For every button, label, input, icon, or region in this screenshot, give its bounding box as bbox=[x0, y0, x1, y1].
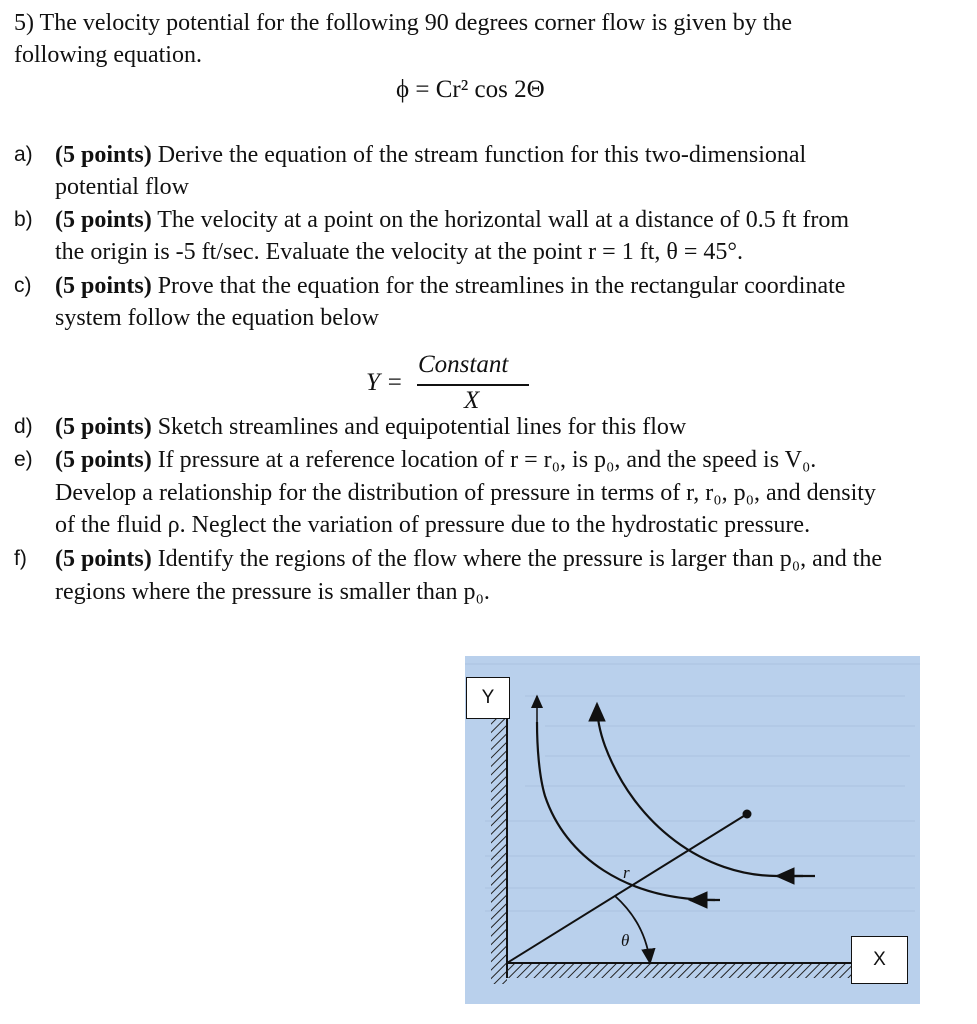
part-a-line-2: potential flow bbox=[55, 174, 189, 200]
part-e-label: e) bbox=[14, 448, 33, 471]
part-b-points: (5 points) bbox=[55, 207, 152, 233]
horizontal-wall bbox=[507, 963, 859, 978]
part-b-line-1 bbox=[55, 205, 849, 235]
part-f-line-2: regions where the pressure is smaller than p₀. bbox=[55, 579, 490, 605]
part-e-line-1 bbox=[55, 445, 816, 475]
fraction-bar bbox=[417, 384, 529, 386]
part-f-line-1 bbox=[55, 544, 882, 574]
streamline-equation-denominator: X bbox=[464, 387, 480, 414]
part-a-points: (5 points) bbox=[55, 142, 152, 168]
vertical-wall bbox=[491, 696, 507, 984]
part-d-text-1: Sketch streamlines and equipotential lines for this flow bbox=[157, 414, 687, 440]
radius-label: r bbox=[623, 863, 630, 882]
corner-flow-figure bbox=[465, 656, 920, 1004]
part-b-text-1: The velocity at a point on the horizontal wall at a distance of 0.5 ft from bbox=[157, 207, 850, 233]
question-intro-line-2: following equation. bbox=[14, 42, 202, 68]
part-f-label: f) bbox=[14, 547, 27, 570]
part-b-label: b) bbox=[14, 208, 33, 231]
velocity-potential-equation: ϕ = Cr² cos 2Θ bbox=[396, 76, 545, 103]
angle-label: θ bbox=[621, 931, 630, 950]
streamline-equation-numerator: Constant bbox=[418, 351, 509, 378]
part-a-line-1 bbox=[55, 140, 806, 170]
part-e-text-1: If pressure at a reference location of r = r₀, is p₀, and the speed is V₀. bbox=[157, 447, 817, 473]
part-a-text-1: Derive the equation of the stream function for this two-dimensional bbox=[157, 142, 807, 168]
streamline-equation-lhs: Y = bbox=[366, 369, 404, 396]
part-e-points: (5 points) bbox=[55, 447, 152, 473]
part-c-label: c) bbox=[14, 274, 32, 297]
part-c-points: (5 points) bbox=[55, 273, 152, 299]
x-axis-label: X bbox=[873, 949, 886, 970]
part-c-text-1: Prove that the equation for the streamlines in the rectangular coordinate bbox=[157, 273, 846, 299]
part-c-line-1 bbox=[55, 271, 845, 301]
y-axis-label: Y bbox=[481, 687, 495, 708]
part-c-line-2: system follow the equation below bbox=[55, 305, 379, 331]
question-intro-line-1: 5) The velocity potential for the following 90 degrees corner flow is given by the bbox=[14, 10, 793, 36]
part-d-line-1 bbox=[55, 412, 686, 442]
part-d-label: d) bbox=[14, 415, 33, 438]
x-axis-label-box bbox=[851, 936, 908, 984]
part-d-points: (5 points) bbox=[55, 414, 152, 440]
part-f-text-1: Identify the regions of the flow where the pressure is larger than p₀, and the bbox=[157, 546, 883, 572]
part-e-line-2: Develop a relationship for the distribution of pressure in terms of r, r₀, p₀, and density bbox=[55, 480, 876, 506]
y-axis-label-box bbox=[466, 677, 510, 719]
radius-point bbox=[743, 810, 752, 819]
part-b-line-2: the origin is -5 ft/sec. Evaluate the velocity at the point r = 1 ft, θ = 45°. bbox=[55, 239, 743, 265]
part-f-points: (5 points) bbox=[55, 546, 152, 572]
part-a-label: a) bbox=[14, 143, 33, 166]
part-e-line-3: of the fluid ρ. Neglect the variation of pressure due to the hydrostatic pressure. bbox=[55, 512, 811, 538]
